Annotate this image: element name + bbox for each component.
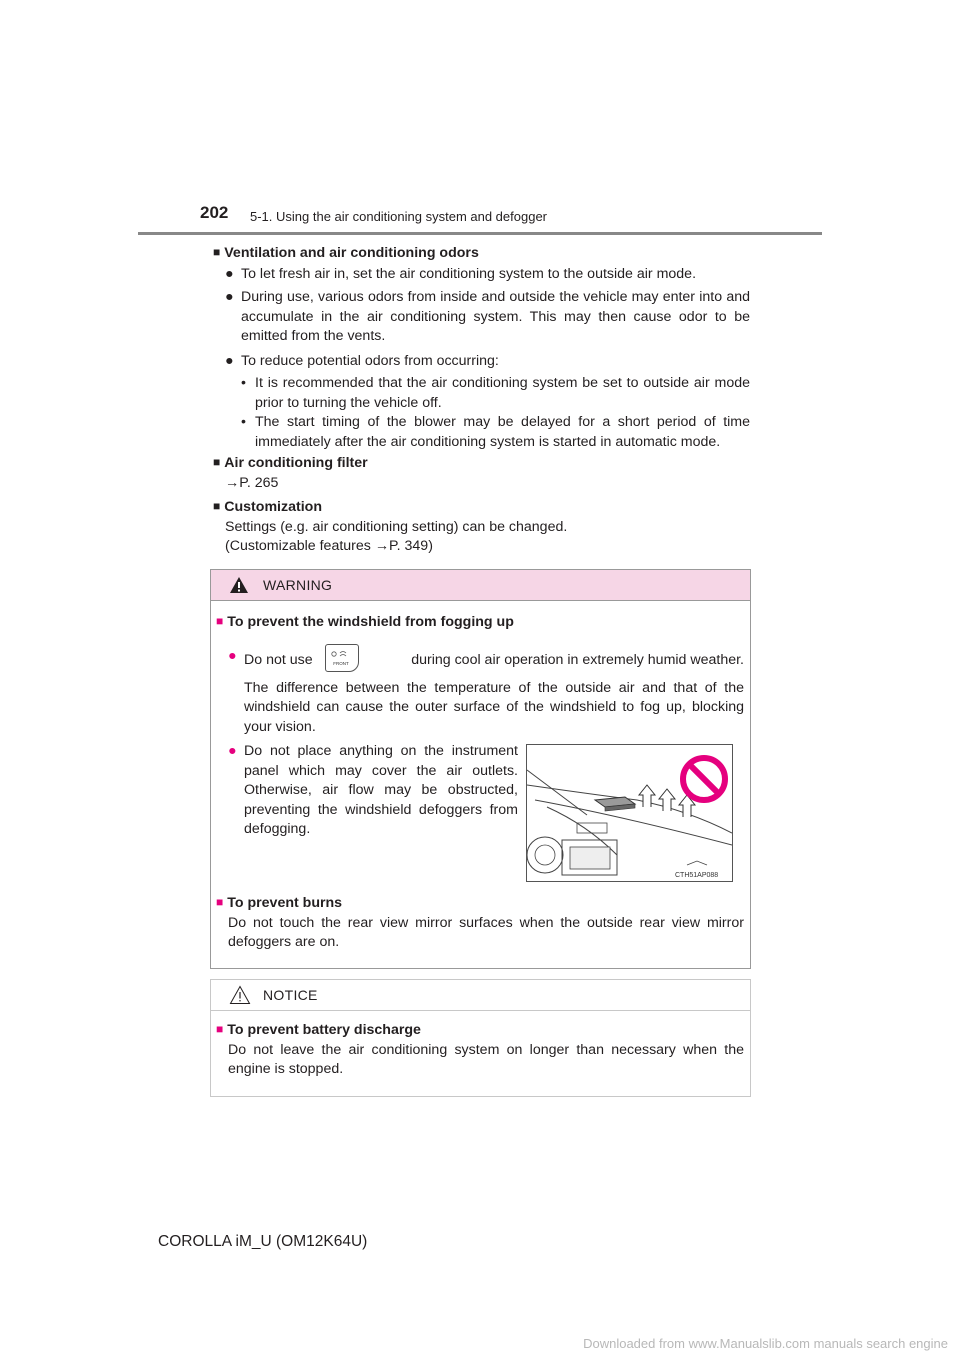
filter-heading: ■ Air conditioning filter <box>213 455 368 471</box>
sub-list-item: • It is recommended that the air conditioning system be set to outside air mode prior to turning the vehicle off. <box>241 374 750 413</box>
filter-reference: →P. 265 <box>225 474 279 491</box>
ventilation-bullets <box>225 265 750 453</box>
list-item: ● To reduce potential odors from occurring: <box>225 352 750 372</box>
page-number: 202 <box>200 203 229 222</box>
customization-text-1: Settings (e.g. air conditioning setting) can be changed. <box>225 518 568 535</box>
bullet-icon: ● <box>228 743 237 759</box>
ventilation-heading: ■ Ventilation and air conditioning odors <box>213 245 479 261</box>
sub-bullet-icon: • <box>241 414 246 430</box>
warning-label: WARNING <box>263 577 333 593</box>
bullet-icon: ● <box>228 647 237 664</box>
list-item: ● Do not use FRONT during cool air operation in extremely humid weather. The difference between the temperature of the outside air and that of the windshield can cause the outer surface of the windshield to fog up, blocking your vision. <box>228 647 744 738</box>
customization-text-2: (Customizable features →P. 349) <box>225 538 433 554</box>
notice-label: NOTICE <box>263 987 318 1003</box>
bullet-icon: ● <box>225 352 234 369</box>
caution-triangle-icon <box>229 985 251 1005</box>
list-item: ● During use, various odors from inside and outside the vehicle may enter into and accumulate in the air conditioning system. This may then cause odor to be emitted from the vents. <box>225 288 750 347</box>
warning-header <box>211 570 750 601</box>
front-defogger-button-icon <box>325 644 359 672</box>
section-title: 5-1. Using the air conditioning system and defogger <box>250 209 548 224</box>
square-bullet-icon: ■ <box>216 1022 224 1036</box>
notice-heading: ■ To prevent battery discharge <box>216 1022 421 1038</box>
customization-heading: ■ Customization <box>213 499 322 515</box>
list-item: ● Do not place anything on the instrument panel which may cover the air outlets. Otherwise, air flow may be obstructed, preventing the windshield defoggers from defogging. <box>228 742 518 840</box>
footer-model: COROLLA iM_U (OM12K64U) <box>158 1233 368 1250</box>
square-bullet-icon: ■ <box>216 614 224 628</box>
warning-box <box>210 569 751 969</box>
warning-burns: ■ To prevent burns Do not touch the rear view mirror surfaces when the outside rear view mirror defoggers are on. <box>216 895 744 950</box>
square-bullet-icon: ■ <box>213 499 221 513</box>
bullet-icon: ● <box>225 265 234 282</box>
sub-list-item: • The start timing of the blower may be delayed for a short period of time immediately after the air conditioning system is started in automatic mode. <box>241 413 750 452</box>
footer-site: Downloaded from www.Manualslib.com manuals search engine <box>583 1336 948 1351</box>
notice-box <box>210 979 751 1097</box>
bullet-icon: ● <box>225 289 234 305</box>
button-label: FRONT <box>332 660 349 666</box>
image-code: CTH51AP088 <box>675 872 719 879</box>
notice-header <box>211 980 750 1011</box>
main-content <box>213 244 750 557</box>
square-bullet-icon: ■ <box>216 895 224 909</box>
warning-heading-fog: ■ To prevent the windshield from fogging up <box>216 614 514 630</box>
dashboard-illustration <box>526 744 733 882</box>
list-item: ● To let fresh air in, set the air conditioning system to the outside air mode. <box>225 265 750 285</box>
dashboard-image <box>527 745 732 881</box>
warning-heading-burns: ■ To prevent burns <box>216 895 343 911</box>
square-bullet-icon: ■ <box>213 455 221 469</box>
square-bullet-icon: ■ <box>213 245 221 259</box>
sub-bullet-icon: • <box>241 375 246 391</box>
header-rule <box>138 232 822 235</box>
notice-content: ■ To prevent battery discharge Do not leave the air conditioning system on longer than necessary when the engine is stopped. <box>216 1022 744 1077</box>
warning-triangle-icon <box>229 576 249 594</box>
